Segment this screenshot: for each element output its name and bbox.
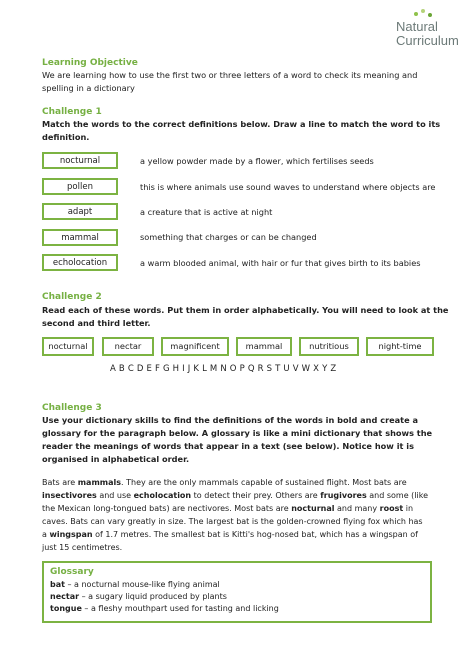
challenge3-heading: Challenge 3 [42,403,102,413]
challenge1-instruction: Match the words to the correct definitions below. Draw a line to match the word to its [42,119,441,129]
sort-word-box[interactable]: mammal [236,337,292,356]
word-box-nocturnal[interactable]: nocturnal [42,152,118,169]
word-box-adapt[interactable]: adapt [42,203,118,220]
bold-word: roost [379,504,404,513]
sort-word-box[interactable]: nectar [102,337,154,356]
bold-word: frugivores [320,491,367,500]
challenge2-instruction: second and third letter. [42,318,151,328]
challenge1-heading: Challenge 1 [42,107,102,117]
challenge3-instruction: organised in alphabetical order. [42,454,190,464]
sort-word-box[interactable]: nocturnal [42,337,94,356]
logo-dot-icon [414,12,418,16]
bat-paragraph-line: the Mexican long-tongued bats) are nectivores. Most bats are nocturnal and many roost in [42,504,414,513]
bold-word: echolocation [133,491,192,500]
definition-text[interactable]: a creature that is active at night [140,207,273,217]
alphabet-line: A B C D E F G H I J K L M N O P Q R S T U V W X Y Z [110,364,337,374]
sort-word-box[interactable]: night-time [366,337,434,356]
definition-text[interactable]: this is where animals use sound waves to understand where objects are [140,182,436,192]
definition-text[interactable]: something that charges or can be changed [140,232,317,242]
bat-paragraph-line: a wingspan of 1.7 metres. The smallest bat is Kitti's hog-nosed bat, which has a wingspan of [42,530,418,539]
bat-paragraph-line: insectivores and use echolocation to detect their prey. Others are frugivores and some (like [42,491,428,500]
bold-word: wingspan [49,530,93,539]
word-box-mammal[interactable]: mammal [42,229,118,246]
challenge2-heading: Challenge 2 [42,292,102,302]
bat-paragraph-line: Bats are mammals. They are the only mammals capable of sustained flight. Most bats are [42,478,407,487]
glossary-title: Glossary [50,567,94,577]
challenge2-instruction: Read each of these words. Put them in order alphabetically. You will need to look at the [42,305,449,315]
challenge1-instruction: definition. [42,132,90,142]
challenge3-instruction: Use your dictionary skills to find the definitions of the words in bold and create a [42,415,419,425]
bat-paragraph-line: caves. Bats can vary greatly in size. The largest bat is the golden-crowned flying fox which has [42,517,423,526]
sort-word-box[interactable]: nutritious [299,337,359,356]
learning-objective-text: We are learning how to use the first two or three letters of a word to check its meaning and [42,70,418,80]
glossary-item: nectar – a sugary liquid produced by plants [50,592,227,601]
definition-text[interactable]: a warm blooded animal, with hair or fur that gives birth to its babies [140,258,421,268]
challenge3-instruction: reader the meanings of words that appear in a text (see below). Notice how it is [42,441,414,451]
logo-dot-icon [421,9,425,13]
logo-text: Natural [396,19,438,34]
logo-dot-icon [428,13,432,17]
bold-word: mammals [77,478,122,487]
logo-text: Curriculum [396,33,459,48]
bat-paragraph-line: just 15 centimetres. [42,543,123,552]
natural-curriculum-logo [384,8,468,48]
bold-word: insectivores [42,491,97,500]
word-box-echolocation[interactable]: echolocation [42,254,118,271]
challenge3-instruction: glossary for the paragraph below. A glossary is like a mini dictionary that shows the [42,428,433,438]
glossary-item: bat – a nocturnal mouse-like flying animal [50,580,220,589]
learning-objective-text: spelling in a dictionary [42,83,135,93]
word-box-pollen[interactable]: pollen [42,178,118,195]
definition-text[interactable]: a yellow powder made by a flower, which fertilises seeds [140,156,374,166]
sort-word-box[interactable]: magnificent [161,337,229,356]
bold-word: nocturnal [291,504,335,513]
learning-objective-heading: Learning Objective [42,58,138,68]
glossary-item: tongue – a fleshy mouthpart used for tasting and licking [50,604,279,613]
glossary-box [42,561,432,623]
